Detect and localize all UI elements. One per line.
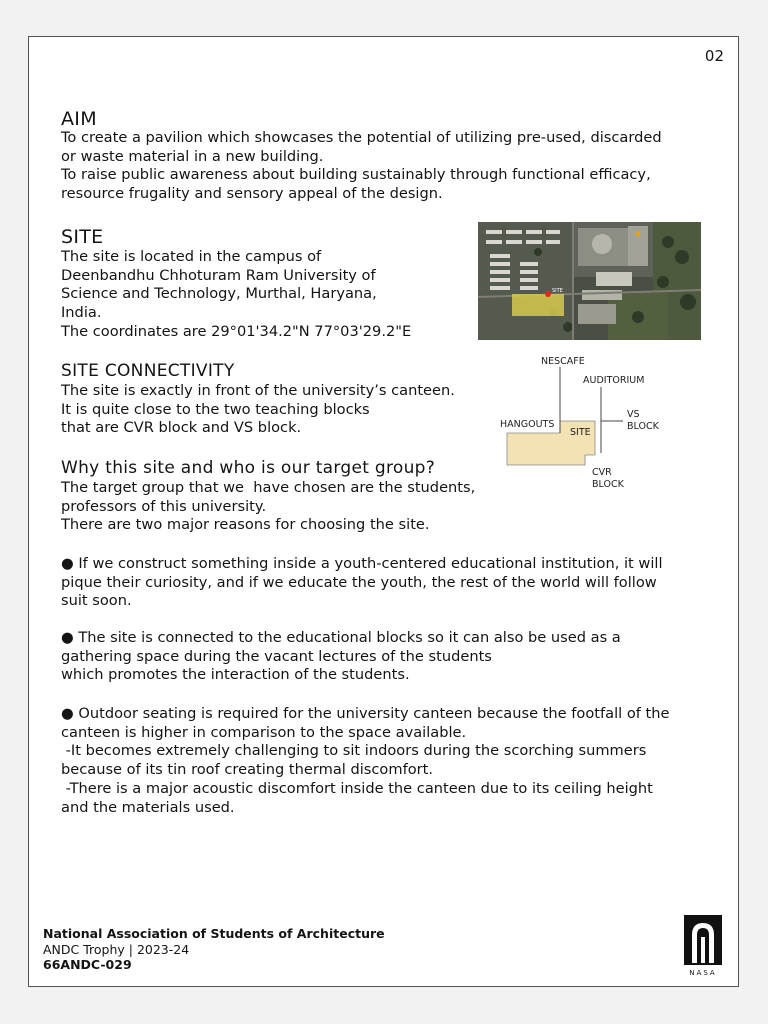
nasa-logo bbox=[683, 915, 723, 977]
nescafe-label: NESCAFE bbox=[541, 356, 585, 367]
vs-block-label-1: VS bbox=[627, 409, 640, 420]
bullet-line: because of its tin roof creating thermal discomfort. bbox=[61, 761, 433, 779]
site-line: Science and Technology, Murthal, Haryana, bbox=[61, 285, 377, 303]
reason-bullet-3 bbox=[61, 705, 670, 817]
cvr-block-label-1: CVR bbox=[592, 467, 612, 478]
bullet-line: ● If we construct something inside a youth-centered educational institution, it will bbox=[61, 555, 663, 572]
aim-line: To raise public awareness about building sustainably through functional efficacy, bbox=[61, 166, 651, 184]
auditorium-label: AUDITORIUM bbox=[583, 375, 645, 386]
target-paragraph bbox=[61, 479, 475, 535]
target-line: There are two major reasons for choosing the site. bbox=[61, 516, 430, 534]
hangouts-label: HANGOUTS bbox=[500, 419, 555, 430]
bullet-line: ● The site is connected to the educational blocks so it can also be used as a bbox=[61, 629, 621, 646]
bullet-line: suit soon. bbox=[61, 592, 132, 610]
aim-heading: AIM bbox=[61, 108, 97, 130]
connectivity-line: that are CVR block and VS block. bbox=[61, 419, 302, 437]
bullet-line: which promotes the interaction of the students. bbox=[61, 666, 410, 684]
bullet-line: ● Outdoor seating is required for the university canteen because the footfall of the bbox=[61, 705, 670, 722]
bullet-line: canteen is higher in comparison to the space available. bbox=[61, 723, 467, 741]
bullet-line: -It becomes extremely challenging to sit indoors during the scorching summers bbox=[61, 742, 647, 760]
bullet-line: pique their curiosity, and if we educate the youth, the rest of the world will follow bbox=[61, 573, 657, 591]
target-line: The target group that we have chosen are the students, bbox=[61, 479, 476, 496]
cvr-block-label-2: BLOCK bbox=[592, 479, 624, 490]
footer bbox=[43, 926, 385, 973]
page-number: 02 bbox=[704, 47, 724, 65]
reason-bullet-1 bbox=[61, 555, 663, 611]
site-label: SITE bbox=[570, 427, 591, 438]
connectivity-paragraph bbox=[61, 382, 455, 438]
aim-line: To create a pavilion which showcases the potential of utilizing pre-used, discarded bbox=[61, 129, 662, 146]
site-heading: SITE bbox=[61, 226, 104, 248]
site-line: India. bbox=[61, 304, 102, 322]
connectivity-heading: SITE CONNECTIVITY bbox=[61, 361, 235, 381]
target-heading: Why this site and who is our target group? bbox=[61, 458, 436, 478]
footer-trophy: ANDC Trophy | 2023-24 bbox=[43, 941, 190, 957]
bullet-line: -There is a major acoustic discomfort inside the canteen due to its ceiling height bbox=[61, 779, 653, 797]
reason-bullet-2 bbox=[61, 629, 621, 685]
site-connectivity-diagram bbox=[495, 353, 695, 493]
footer-org: National Association of Students of Architecture bbox=[43, 926, 385, 941]
site-line: The coordinates are 29°01'34.2"N 77°03'29.2"E bbox=[61, 322, 412, 340]
map-site-label: SITE bbox=[552, 288, 563, 294]
connectivity-line: The site is exactly in front of the university’s canteen. bbox=[61, 382, 455, 399]
bullet-line: and the materials used. bbox=[61, 798, 235, 816]
footer-code: 66ANDC-029 bbox=[43, 957, 132, 972]
bullet-line: gathering space during the vacant lectures of the students bbox=[61, 647, 492, 665]
site-line: Deenbandhu Chhoturam Ram University of bbox=[61, 266, 376, 284]
document-page bbox=[28, 36, 739, 987]
aim-line: or waste material in a new building. bbox=[61, 147, 324, 165]
aim-line: resource frugality and sensory appeal of the design. bbox=[61, 185, 443, 203]
site-paragraph bbox=[61, 248, 411, 342]
site-line: The site is located in the campus of bbox=[61, 248, 322, 265]
site-satellite-map bbox=[478, 222, 701, 340]
target-line: professors of this university. bbox=[61, 497, 267, 515]
connectivity-line: It is quite close to the two teaching blocks bbox=[61, 400, 370, 418]
vs-block-label-2: BLOCK bbox=[627, 421, 659, 432]
nasa-logo-text: NASA bbox=[689, 969, 717, 977]
aim-paragraph bbox=[61, 129, 662, 204]
